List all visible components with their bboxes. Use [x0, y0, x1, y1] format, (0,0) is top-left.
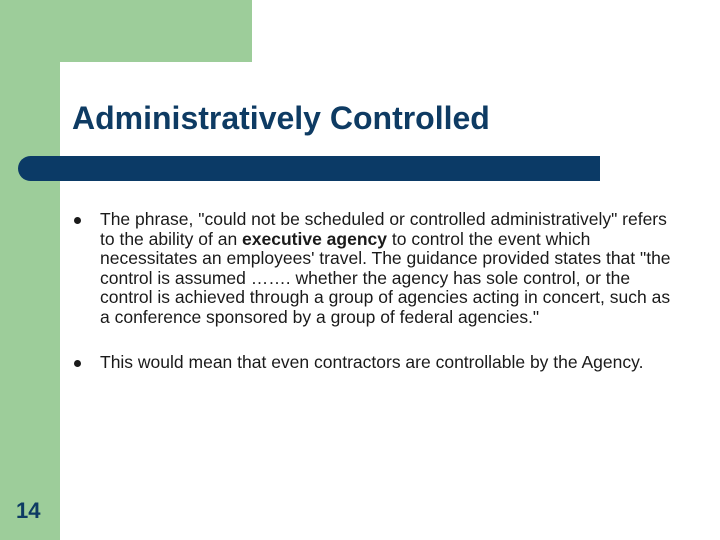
left-accent-bar	[0, 0, 60, 540]
bullet-item-2	[72, 353, 672, 373]
accent-corner-curve	[60, 62, 100, 102]
slide-title: Administratively Controlled	[72, 100, 490, 136]
slide-content	[72, 210, 672, 373]
top-accent-block	[60, 0, 252, 62]
bullet-item-1	[72, 210, 672, 327]
bullet-1-text-before: The phrase, "could not be scheduled or controlled administratively" refers to the ability of an	[100, 209, 667, 249]
title-underline-bar	[18, 156, 600, 181]
bullet-dot-icon	[74, 360, 81, 367]
bullet-2-text: This would mean that even contractors are controllable by the Agency.	[100, 352, 644, 372]
bullet-1-text-after: to control the event which necessitates an employees' travel. The guidance provided states that "the control is assumed ……. whether the agency has sole control, or the control is achieved through a group of agencies acting in concert, such as a conference sponsored by a group of federal agencies."	[100, 228, 671, 327]
bullet-dot-icon	[74, 217, 81, 224]
bullet-1-bold-text: executive agency	[242, 228, 387, 249]
page-number: 14	[16, 498, 41, 523]
